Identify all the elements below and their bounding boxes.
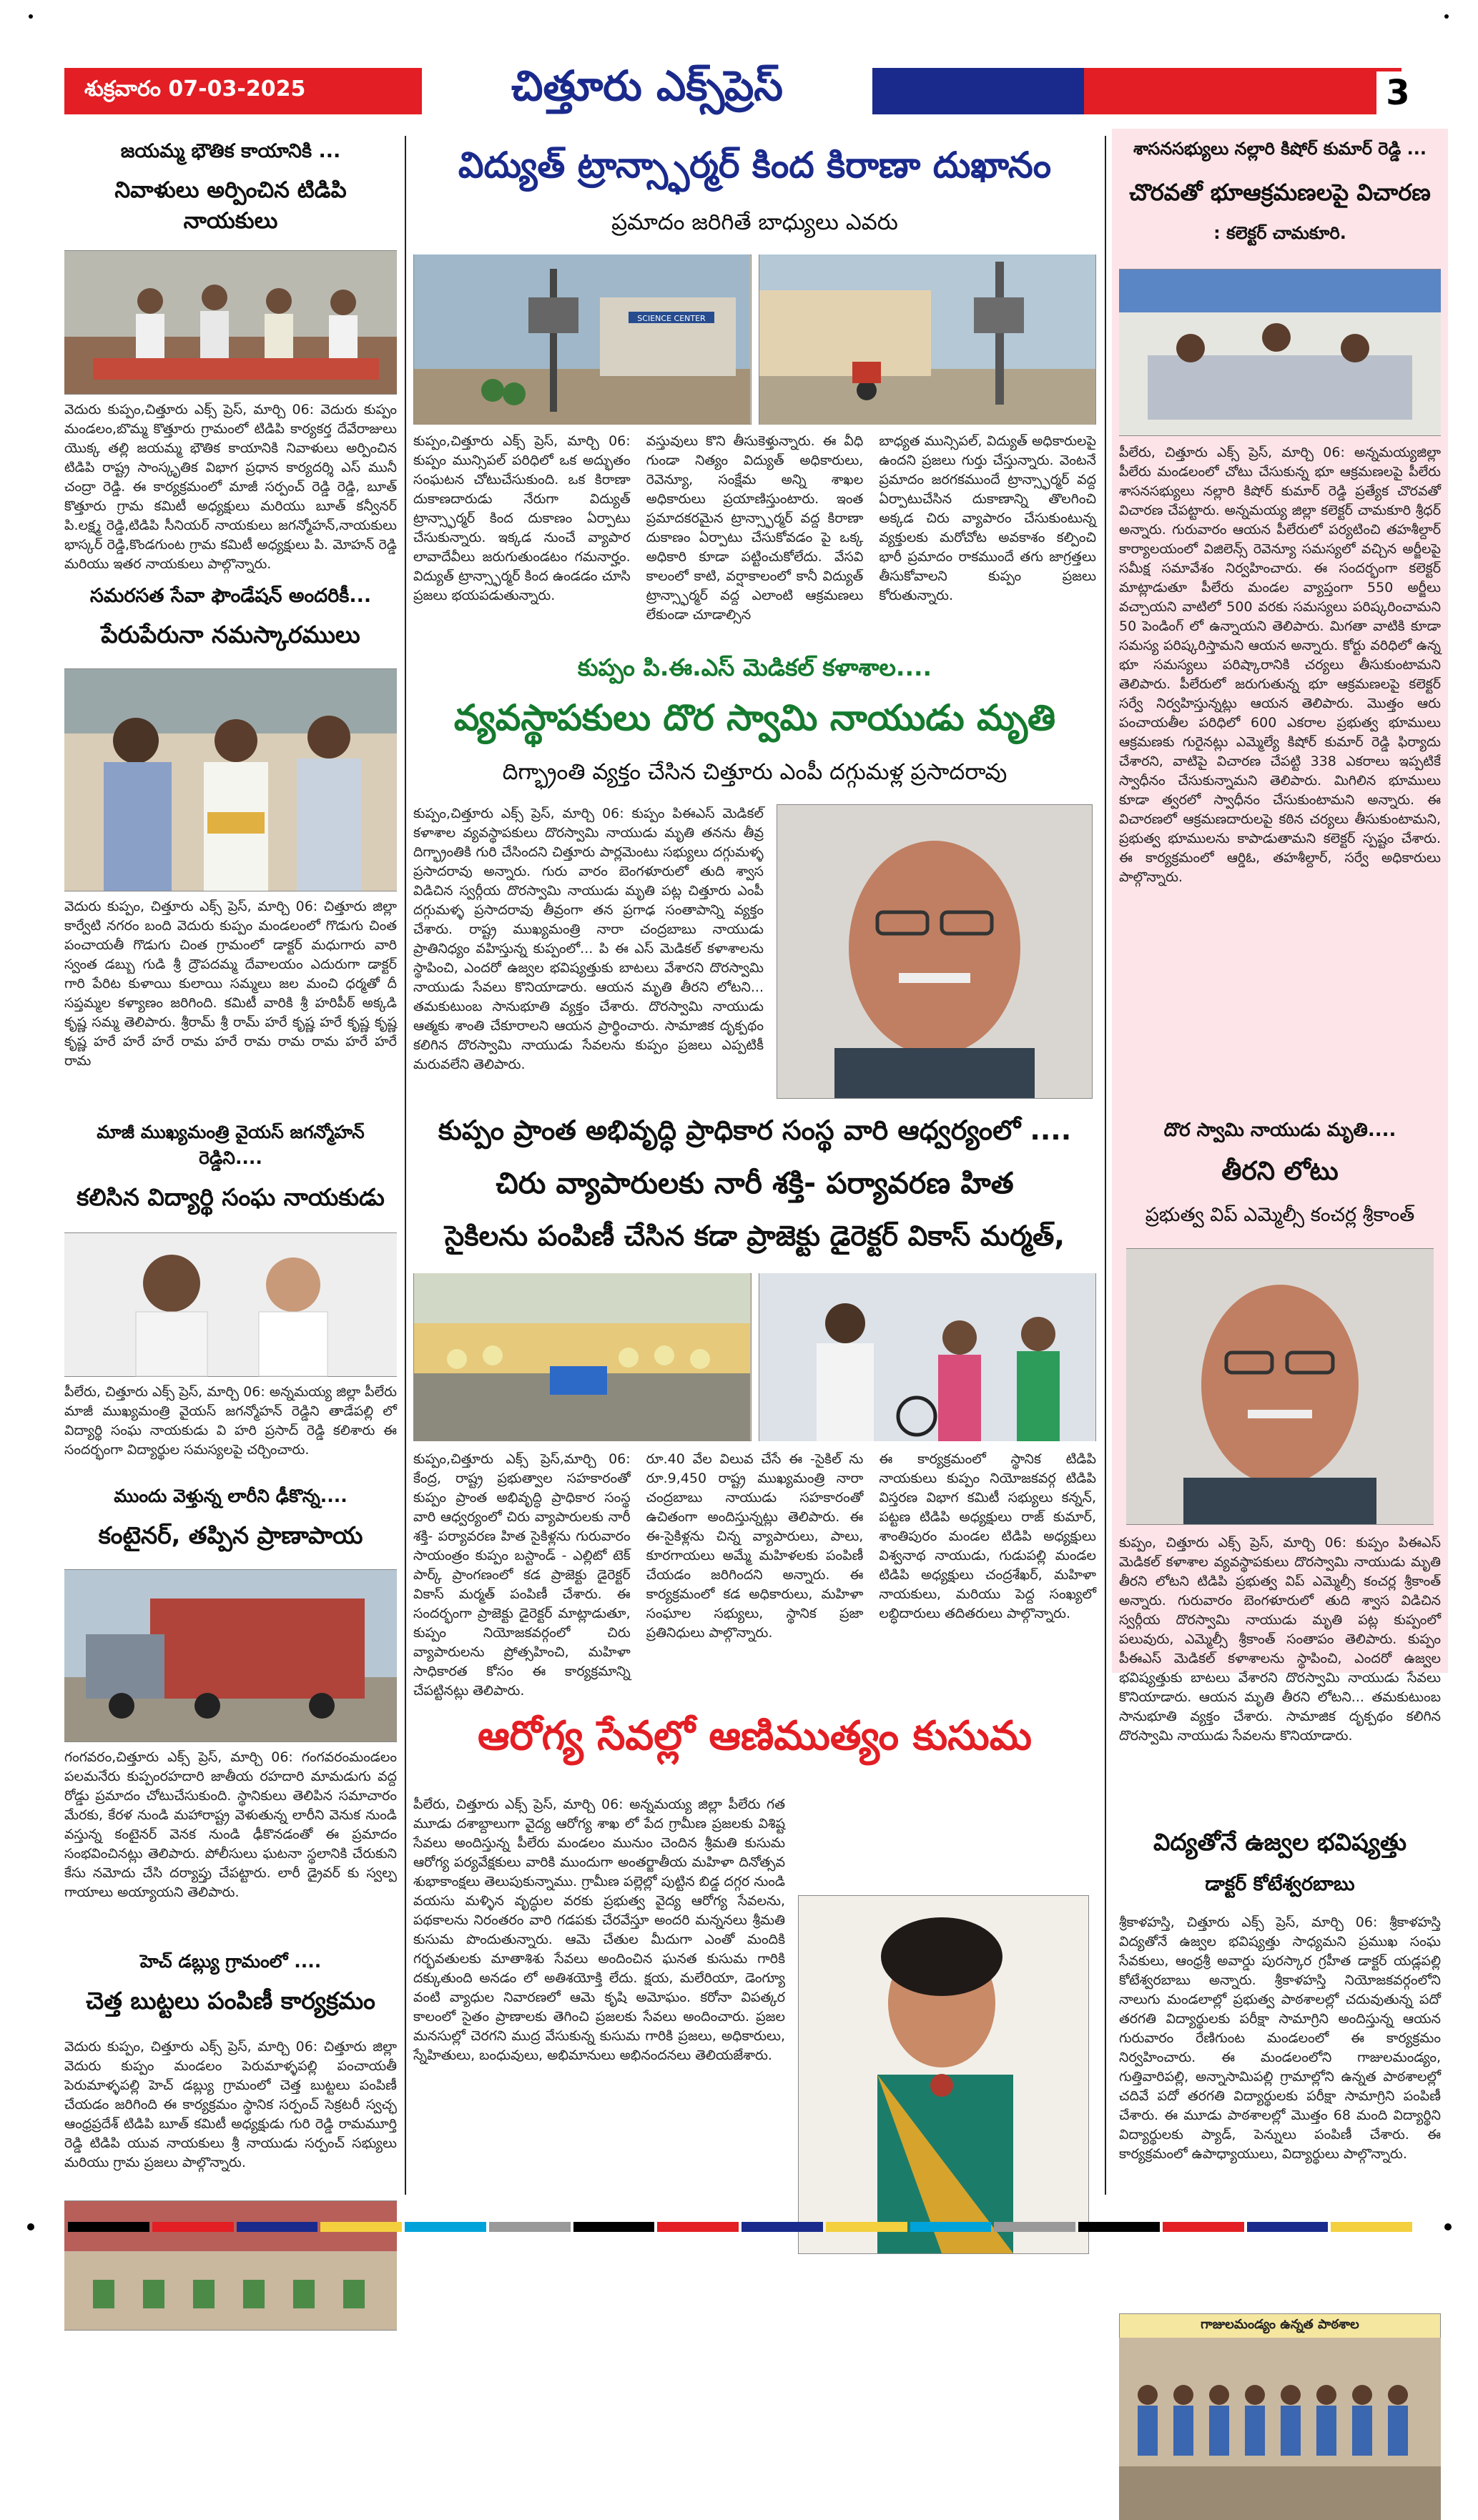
story-body: పీలేరు, చిత్తూరు ఎక్స్ ప్రెస్, మార్చి 06: అన్నమయ్యజిల్లా పీలేరు మండలంలో చోటు చేసుకున్న భూ ఆక్రమణలపై పీలేరు శాసనసభ్యులు నల్లారి కిషోర్ కుమార్ రెడ్డి ప్రత్యేక చొరవతో విచారణ చేపట్టారు. అన్నమయ్య జిల్లా కలెక్టర్ చామకూరి శ్రీధర్ అన్నారు. గురువారం ఆయన పీలేరులో పర్యటించి తహశీల్దార్ కార్యాలయంలో విజిలెన్స్ రెవెన్యూ సమస్యలో వచ్చిన అర్జీలపై సమీక్ష సమావేశం నిర్వహించారు. ఈ సందర్భంగా కలెక్టర్ మాట్లాడుతూ పీలేరు మండల వ్యాప్తంగా 550 అర్జీలు వచ్చాయని వాటిలో 500 వరకు సమస్యలు పరిష్కరించామని 50 పెండింగ్ లో ఉన్నాయని తెలిపారు. మిగతా వాటికి కూడా సమస్య పరిష్కరిస్తామని ఆయన అన్నారు. కోర్టు వరిధిలో ఉన్న భూ సమస్యలు పరిష్కారానికి చర్యలు తీసుకుంటామని తెలిపారు. పీలేరులో జరుగుతున్న భూ ఆక్రమణలపై కలెక్టర్ సర్వే నిర్వహిస్తున్నట్లు ఆయన తెలిపారు. మొత్తం ఆరు పంచాయతీల పరిధిలో 600 ఎకరాల ప్రభుత్వ భూములు ఆక్రమణకు గురైనట్లు ఎమ్మెల్యే కిషోర్ కుమార్ రెడ్డి ఫిర్యాదు చేశారని, వాటిపై విచారణ చేపట్టి 338 ఎకరాలు ఇప్పటికే స్వాధీనం చేసుకున్నామని తెలిపారు. మిగిలిన భూములు కూడా త్వరలో స్వాధీనం చేసుకుంటామని అన్నారు. ఈ విచారణలో ఆక్రమణదారులపై కఠిన చర్యలు తీసుకుంటామని, ప్రభుత్వ భూములను కాపాడుతామని కలెక్టర్ స్పష్టం చేశారు. ఈ కార్యక్రమంలో ఆర్డిఓ, తహశీల్దార్, సర్వే అధికారులు పాల్గొన్నారు. <box>1119 445 1441 885</box>
footer-color-strip <box>68 2222 1412 2232</box>
story-column: బాధ్యత మున్సిపల్, విద్యుత్ అధికారులపై ఉందని ప్రజలు గుర్తు చేస్తున్నారు. వెంటనే ప్రమాదం జరగకముందే ట్రాన్స్ఫార్మర్ వద్ద ఏర్పాటుచేసిన దుకాణాన్ని తొలగించి అక్కడ చిరు వ్యాపారం చేసుకుంటున్న వ్యక్తులకు మరోచోట అవకాశం కల్పించి భారీ ప్రమాదం రాకముందే తగు జాగ్రత్తలు తీసుకోవాలని కుప్పం ప్రజలు కోరుతున్నారు. <box>879 433 1097 603</box>
story-subtitle: ప్రభుత్వ విప్ ఎమ్మెల్సీ కంచర్ల శ్రీకాంత్ <box>1145 1204 1415 1226</box>
tribute-photo-illustration <box>64 251 397 394</box>
story-title: విద్యుత్ ట్రాన్స్ఫార్మర్ కింద కిరాణా దుఖానం <box>458 144 1052 186</box>
story-body: వెదురు కుప్పం, చిత్తూరు ఎక్స్ ప్రెస్, మార్చి 06: చిత్తూరు జిల్లా కార్వేటి నగరం బంది వెదురు కుప్పం మండలంలో గొడుగు చింత పంచాయతీ గొడుగు చింత గ్రామంలో డాక్టర్ మధుగారు వారి స్వంత డబ్బు గుడి శ్రీ ద్రౌపదమ్మ దేవాలయం ఎదురుగా డాక్టర్ గారి పేరిట కుళాయి కులాయి సమ్మలు జల మంచి ధర్మతో దీ సప్తమ్మల కళ్యాణం జరిగింది. కమిటీ వారికి శ్రీ హరిపీఠ్ అక్కడి కృష్ణ సమ్మ తెలిపారు. శ్రీరామ్ శ్రీ రామ్ హరే కృష్ణ హరే కృష్ణ కృష్ణ కృష్ణ హరే హరే హరే రామ హరే రామ రామ రామ హరే హరే రామ <box>64 899 397 1069</box>
story-body: పీలేరు, చిత్తూరు ఎక్స్ ప్రెస్, మార్చి 06: అన్నమయ్య జిల్లా పీలేరు గత మూడు దశాబ్దాలుగా వైద్య ఆరోగ్య శాఖ లో పేద గ్రామీణ ప్రజలకు విశిష్ట సేవలు అందిస్తున్న పీలేరు మండలం మునుం చెందిన శ్రీమతి కుసుమ ఆరోగ్య పర్యవేక్షకులు వారికి ముందుగా అంతర్జాతీయ మహిళా దినోత్సవ శుభాకాంక్షలు తెలుపుకున్నాము. గ్రామీణ పల్లెల్లో పుట్టిన బిడ్డ దగ్గర నుండి వయసు మళ్ళిన వృద్ధుల వరకు ప్రభుత్వ వైద్య ఆరోగ్య సేవలను, పథకాలను నిరంతరం వారి గడపకు చేరవేస్తూ అందరి మన్ననలు శ్రీమతి కుసుమ పొందుతున్నారు. ఆమె చేతుల మీదుగా ఎంతో మందికి గర్భవతులకు మాతాశిశు సేవలు అందించిన ఘనత కుసుమ గారికి దక్కుతుంది అనడం లో అతిశయోక్తి లేదు. క్షయ, మలేరియా, డెంగ్యూ వంటి వ్యాధుల నివారణలో ఆమె కృషి అమోఘం. కరోనా విపత్కర కాలంలో సైతం ప్రాణాలకు తెగించి ప్రజలకు సేవలు అందించారు. ప్రజల మనసుల్లో చెరగని ముద్ర వేసుకున్న కుసుమ గారికి ప్రజలు, అధికారులు, స్నేహితులు, బంధువులు, అభిమానులు అభినందనలు తెలియజేశారు. <box>413 1797 785 2063</box>
story-title: ఆరోగ్య సేవల్లో ఆణిముత్యం కుసుమ <box>477 1713 1033 1759</box>
student-leader-photo <box>64 1232 397 1377</box>
story-kicker: జయమ్మ భౌతిక కాయానికి ... <box>120 140 341 162</box>
transformer-photo-1 <box>413 255 752 425</box>
story-body: శ్రీకాళహస్తి, చిత్తూరు ఎక్స్ ప్రెస్, మార్చి 06: శ్రీకాళహస్తి విద్యతోనే ఉజ్వల భవిష్యత్తు సాధ్యమని ప్రముఖ సంఘ సేవకులు, ఆంధ్రశ్రీ అవార్డు పురస్కార గ్రహీత డాక్టర్ యడ్లపల్లి కోటేశ్వరబాబు అన్నారు. శ్రీకాళహస్తి నియోజకవర్గంలోని నాలుగు మండలాల్లో ప్రభుత్వ పాఠశాలల్లో చదువుతున్న పదో తరగతి విద్యార్థులకు పరీక్షా సామాగ్రిని అందిస్తున్న ఆయన గురువారం రేణిగుంట మండలంలో ఈ కార్యక్రమం నిర్వహించారు. ఈ మండలంలోని గాజులమండ్యం, గుత్తివారిపల్లి, అన్నాసామిపల్లి గ్రామాల్లోని ఉన్నత పాఠశాలల్లో చదివే పదో తరగతి విద్యార్థులకు పరీక్షా సామాగ్రిని పంపిణీ చేశారు. ఈ మూడు పాఠశాలల్లో మొత్తం 68 మంది విద్యార్థిని విద్యార్థులకు ప్యాడ్, పెన్నులు పంపిణీ చేశారు. ఈ కార్యక్రమంలో ఉపాధ్యాయులు, విద్యార్థులు పాల్గొన్నారు. <box>1119 1914 1441 2162</box>
doraswamy-portrait <box>777 804 1093 1099</box>
story-body: కుప్పం, చిత్తూరు ఎక్స్ ప్రెస్, మార్చి 06: కుప్పం పిఈఎస్ మెడికల్ కళాశాల వ్యవస్థాపకులు దొరస్వామి నాయుడు మృతి తీరని లోటని టిడిపి ప్రభుత్వ విప్ ఎమ్మెల్సీ కంచర్ల శ్రీకాంత్ అన్నారు. గురువారం బెంగళూరులో తుది శ్వాస విడిచిన స్వర్గీయ దొరస్వామి నాయుడు మృతి పట్ల కుప్పంలో పలువురు, ఎమ్మెల్సీ శ్రీకాంత్ సంతాపం తెలిపారు. కుప్పం పీఈఎస్ మెడికల్ కళాశాలను స్థాపించి, ఎందరో ఉజ్వల భవిష్యత్తుకు బాటలు వేశారని దొరస్వామి నాయుడు సేవలు కొనియాడారు. ఆయన మృతి తీరని లోటని... తమకుటుంబ సానుభూతి వ్యక్తం చేశారు. సామాజిక దృక్పథం కలిగిన దొరస్వామి నాయుడు సేవలను కొనియాడారు. <box>1119 1535 1441 1744</box>
story-subtitle: డాక్టర్ కోటేశ్వరబాబు <box>1205 1873 1355 1895</box>
accident-photo <box>64 1569 397 1742</box>
kusuma-portrait-illustration <box>799 1896 1088 2253</box>
doraswamy-portrait-small <box>1126 1248 1434 1525</box>
cycle-event-photo-2-illustration <box>759 1273 1095 1441</box>
cycle-story-columns <box>413 1450 1097 1699</box>
transformer-photo-2 <box>759 255 1097 425</box>
registration-mark-bottom-right <box>1444 2223 1452 2230</box>
transformer-photo-2-illustration <box>759 255 1095 425</box>
kusuma-story <box>413 1795 1096 2256</box>
story-body: పీలేరు, చిత్తూరు ఎక్స్ ప్రెస్, మార్చి 06: అన్నమయ్య జిల్లా పీలేరు మాజీ ముఖ్యమంత్రి వైయస్ జగన్మోహన్ రెడ్డిని తాడేపల్లి లో విద్యార్థి సంఘ నాయకుడు వి హరి ప్రసాద్ రెడ్డి కలిశారు ఈ సందర్భంగా విద్యార్థుల సమస్యలపై చర్చించారు. <box>64 1384 397 1458</box>
masthead-title: చిత్తూరు ఎక్స్‌ప్రెస్ <box>511 61 783 110</box>
story-column: కుప్పం,చిత్తూరు ఎక్స్ ప్రెస్, మార్చి 06: కుప్పం మున్సిపల్ పరిధిలో ఒక అద్భుతం సంఘటన చోటుచేసుకుంది. ఒక కిరాణా దుకాణదారుడు నేరుగా విద్యుత్ ట్రాన్స్ఫార్మర్ కింద దుకాణం ఏర్పాటు చేసుకున్నారు. ఇక్కడ నుంచే వ్యాపార లావాదేవీలు జరుగుతుండటం గమనార్హం. విద్యుత్ ట్రాన్స్ఫార్మర్ కింద ఉండడం చూసి ప్రజలు భయపడుతున్నారు. <box>413 433 631 603</box>
registration-mark-bottom-left <box>27 2223 34 2230</box>
header-right-bar <box>872 68 1401 114</box>
story-body: వెదురు కుప్పం,చిత్తూరు ఎక్స్ ప్రెస్, మార్చి 06: వెదురు కుప్పం మండలం,బొమ్మ కొత్తూరు గ్రామంలో టిడిపి కార్యకర్త దేవేరాజులు యొక్క తల్లి జయమ్మ భౌతిక కాయానికి నివాళులు అర్పించిన టిడిపి రాష్ట్ర సాంస్కృతిక విభాగ ప్రధాన కార్యదర్శి ఎస్ మునీ చంద్రా రెడ్డి. ఈ కార్యక్రమంలో మాజీ సర్పంచ్ రెడ్డి రెడ్డి, బూత్ కొత్తూరు గ్రామ కమిటీ అధ్యక్షులు మరియు బూత్ కన్వీనర్ పి.లక్ష్మ రెడ్డి,టిడిపి సీనియర్ నాయకులు జగన్మోహన్,నాయకులు భాస్కర్ రెడ్డి,కొండగుంట గ్రామ కమిటీ అధ్యక్షులు పి. మోహన్ రెడ్డి మరియు ఇతర నాయకులు పాల్గొన్నారు. <box>64 402 397 572</box>
school-students-illustration <box>1119 2338 1441 2520</box>
masthead <box>422 57 872 125</box>
school-students-photo <box>1119 2313 1441 2519</box>
doraswamy-story <box>413 804 1096 1099</box>
school-banner: గాజులమండ్యం ఉన్నత పాఠశాల <box>1120 2314 1440 2338</box>
doraswamy-portrait-illustration <box>777 805 1092 1098</box>
story-kicker: మాజీ ముఖ్యమంత్రి వైయస్ జగన్మోహన్ రెడ్డిని.... <box>97 1122 365 1168</box>
dustbin-distribution-photo <box>64 2200 397 2331</box>
header-left-bar <box>64 68 422 114</box>
story-title: విద్యతోనే ఉజ్వల భవిష్యత్తు <box>1153 1828 1407 1856</box>
story-subtitle: ప్రమాదం జరిగితే బాధ్యులు ఎవరు <box>611 209 898 235</box>
story-column: ఈ కార్యక్రమంలో స్థానిక టిడిపి నాయకులు కుప్పం నియోజకవర్గ టిడిపి విస్తరణ విభాగ కమిటీ సభ్యులు కన్నన్, పట్టణ టిడిపి అధ్యక్షులు రాజ్ కుమార్, శాంతిపురం మండల టిడిపి అధ్యక్షులు విశ్వనాథ నాయుడు, గుడుపల్లి మండల టిడిపి అధ్యక్షులు చంద్రశేఖర్, మహిళా నాయకులు, మరియు పెద్ద సంఖ్యలో లబ్ధిదారులు తదితరులు పాల్గొన్నారు. <box>879 1451 1097 1621</box>
story-title: చొరవతో భూఆక్రమణలపై విచారణ <box>1129 179 1431 206</box>
samarasata-photo-illustration <box>64 669 397 891</box>
accident-photo-illustration <box>64 1570 397 1741</box>
cycle-event-photo-1-illustration <box>414 1273 750 1441</box>
dustbin-photo-illustration <box>64 2201 397 2330</box>
tribute-photo <box>64 250 397 395</box>
story-column: కుప్పం,చిత్తూరు ఎక్స్ ప్రెస్,మార్చి 06: కేంద్ర, రాష్ట్ర ప్రభుత్వాల సహకారంతో కుప్పం ప్రాంత అభివృద్ధి ప్రాధికార సంస్థ వారి ఆధ్వర్యంలో చిరు వ్యాపారులకు నారీ శక్తి- పర్యావరణ హిత సైకిళ్లను గురువారం సాయంత్రం కుప్పం బస్టాండ్ - ఎల్లిటో టెక్ పార్క్ ప్రాంగణంలో కడ ప్రాజెక్టు డైరెక్టర్ వికాస్ మర్మత్ పంపిణీ చేశారు. ఈ సందర్భంగా ప్రాజెక్టు డైరెక్టర్ మాట్లాడుతూ, కుప్పం నియోజకవర్గంలో చిరు వ్యాపారులను ప్రోత్సహించి, మహిళా సాధికారత కోసం ఈ కార్యక్రమాన్ని చేపట్టినట్లు తెలిపారు. <box>413 1451 631 1699</box>
column-rule-2 <box>1105 136 1106 2195</box>
cycle-distribution-photos <box>413 1273 1096 1441</box>
story-kicker: హెచ్ డబ్ల్యు గ్రామంలో .... <box>139 1951 322 1972</box>
story-kicker: సమరసత సేవా ఫౌండేషన్ అందరికీ... <box>89 585 372 607</box>
story-body: గంగవరం,చిత్తూరు ఎక్స్ ప్రెస్, మార్చి 06: గంగవరంమండలం పలమనేరు కుప్పంరహదారి జాతీయ రహదారి మామడుగు వద్ద రోడ్డు ప్రమాదం చోటుచేసుకుంది. స్థానికులు తెలిపిన సమాచారం మేరకు, కేరళ నుండి మహారాష్ట్ర వెళుతున్న లారీని వెనుక నుండి వస్తున్న కంటైనర్ వెనక నుండి ఢీకొనడంతో ఈ ప్రమాదం సంభవించినట్లు తెలిపారు. పోలీసులు ఘటనా స్థలానికి చేరుకుని కేసు నమోదు చేసి దర్యాప్తు చేపట్టారు. లారీ డ్రైవర్ కు స్వల్ప గాయాలు అయ్యాయని తెలిపారు. <box>64 1749 397 1900</box>
story-title: పేరుపేరునా నమస్కారములు <box>101 621 360 648</box>
story-kicker: ముందు వెళ్తున్న లారీని ఢీకొన్న.... <box>114 1486 348 1506</box>
student-leader-photo-illustration <box>64 1233 397 1376</box>
left-column <box>64 136 397 2331</box>
page-number: 3 <box>1376 71 1419 114</box>
collector-meeting-photo-illustration <box>1119 270 1441 435</box>
transformer-story-columns <box>413 432 1096 626</box>
story-headline-line: సైకిలను పంపిణీ చేసిన కడా ప్రాజెక్టు డైరెక్టర్ వికాస్ మర్మత్, <box>444 1220 1065 1252</box>
kusuma-portrait <box>798 1895 1089 2254</box>
registration-mark-top-left <box>29 14 33 19</box>
header-date: శుక్రవారం 07-03-2025 <box>84 76 306 102</box>
story-title: వ్యవస్థాపకులు దొర స్వామి నాయుడు మృతి <box>453 697 1056 738</box>
transformer-photos <box>413 255 1096 425</box>
story-headline-line: చిరు వ్యాపారులకు నారీ శక్తి- పర్యావరణ హిత <box>496 1166 1014 1200</box>
story-body: కుప్పం,చిత్తూరు ఎక్స్ ప్రెస్, మార్చి 06: కుప్పం పిఈఎస్ మెడికల్ కళాశాల వ్యవస్థాపకులు దొరస్వామి నాయుడు మృతి తనను తీవ్ర దిగ్భ్రాంతికి గురి చేసిందని చిత్తూరు పార్లమెంటు సభ్యులు దగ్గుమళ్ళ ప్రసాదరావు అన్నారు. గురు వారం బెంగళూరులో తుది శ్వాస విడిచిన స్వర్గీయ దొరస్వామి నాయుడు మృతి పట్ల చిత్తూరు ఎంపీ దగ్గుమళ్ళ ప్రసాదరావు తీవ్రంగా తన ప్రగాఢ సంతాపాన్ని వ్యక్తం చేశారు. రాష్ట్ర ముఖ్యమంత్రి నారా చంద్రబాబు నాయుడు ప్రాతినిధ్యం వహిస్తున్న కుప్పంలో... పి ఈ ఎస్ మెడికల్ కళాశాలను స్థాపించి, ఎందరో ఉజ్వల భవిష్యత్తుకు బాటలు వేశారని దొరస్వామి నాయుడు సేవలు కొనియాడారు. ఆయన మృతి తీరని లోటని... తమకుటుంబ సానుభూతి వ్యక్తం చేశారు. దొరస్వామి నాయుడు ఆత్మకు శాంతి చేకూరాలని ఆయన ప్రార్థించారు. సామాజిక దృక్పథం కలిగిన దొరస్వామి నాయుడు సేవలను కుప్పం ప్రజలు ఎప్పటికీ మరువలేని తెలిపారు. <box>413 806 764 1072</box>
story-kicker: కుప్పం పి.ఈ.ఎస్ మెడికల్ కళాశాల.... <box>577 653 932 681</box>
cycle-event-photo-1 <box>413 1273 752 1441</box>
story-kicker: దొర స్వామి నాయుడు మృతి.... <box>1163 1120 1396 1141</box>
story-subtitle: దిగ్భ్రాంతి వ్యక్తం చేసిన చిత్తూరు ఎంపీ దగ్గుమళ్ల ప్రసాదరావు <box>502 759 1007 785</box>
registration-mark-top-right <box>1444 14 1449 19</box>
collector-meeting-photo <box>1119 269 1441 436</box>
right-column <box>1119 136 1441 2519</box>
story-title: తీరని లోటు <box>1221 1157 1339 1186</box>
story-title: కలిసిన విద్యార్థి సంఘ నాయకుడు <box>77 1183 385 1211</box>
story-title: కంటైనర్, తప్పిన ప్రాణాపాయ <box>98 1521 363 1549</box>
story-title: నివాళులు అర్పించిన టిడిపి నాయకులు <box>114 177 347 234</box>
samarasata-photo <box>64 668 397 891</box>
transformer-photo-1-illustration <box>414 255 750 425</box>
story-title: చెత్త బుట్టలు పంపిణీ కార్యక్రమం <box>86 1987 375 2015</box>
center-column <box>413 136 1096 2256</box>
science-center-sign: SCIENCE CENTER <box>637 314 706 323</box>
story-headline-line: కుప్పం ప్రాంత అభివృద్ధి ప్రాధికార సంస్థ వారి ఆధ్వర్యంలో .... <box>438 1115 1072 1146</box>
story-column: రూ.40 వేల విలువ చేసే ఈ -సైకిల్ ను రూ.9,450 రాష్ట్ర ముఖ్యమంత్రి నారా చంద్రబాబు నాయుడు సహకారంతో ఉచితంగా అందిస్తున్నట్లు తెలిపారు. ఈ ఈ-సైకిళ్లను చిన్న వ్యాపారులు, పాలు, కూరగాయలు అమ్మే మహిళలకు పంపిణీ చేయడం జరిగిందని అన్నారు. ఈ కార్యక్రమంలో కడ అధికారులు, మహిళా సంఘాల సభ్యులు, స్థానిక ప్రజా ప్రతినిధులు పాల్గొన్నారు. <box>646 1451 864 1641</box>
story-body: వెదురు కుప్పం, చిత్తూరు ఎక్స్ ప్రెస్, మార్చి 06: చిత్తూరు జిల్లా వెదురు కుప్పం మండలం పెరుమాళ్ళపల్లి పంచాయతీ పెరుమాళ్ళపల్లి హెచ్ డబ్ల్యు గ్రామంలో చెత్త బుట్టలు పంపిణీ చేయడం జరిగింది ఈ కార్యక్రమం స్థానిక సర్పంచ్ సెక్రటరీ స్వచ్ఛ ఆంధ్రప్రదేశ్ టిడిపి బూత్ కమిటీ అధ్యక్షుడు గురి రెడ్డి రామమూర్తి రెడ్డి టిడిపి యువ నాయకులు శ్రీ నాయుడు సర్పంచ్ సభ్యులు మరియు గ్రామ ప్రజలు పాల్గొన్నారు. <box>64 2039 397 2170</box>
story-kicker: శాసనసభ్యులు నల్లారి కిషోర్ కుమార్ రెడ్డి ... <box>1133 139 1427 159</box>
story-subtitle: : కలెక్టర్ చామకూరి. <box>1213 223 1346 243</box>
column-rule-1 <box>405 136 406 2195</box>
cycle-event-photo-2 <box>759 1273 1097 1441</box>
story-column: వస్తువులు కొని తీసుకెళ్తున్నారు. ఈ వీధి గుండా నిత్యం విద్యుత్ అధికారులు, రెవెన్యూ, సంక్షేమ అన్ని శాఖల అధికారులు ప్రయాణిస్తుంటారు. ఇంత ప్రమాదకరమైన ట్రాన్స్ఫార్మర్ వద్ద కిరాణా దుకాణం ఏర్పాటు చేసుకోవడం పై ఒక్క అధికారి కూడా పట్టించుకోలేదు. వేసవి కాలంలో కాటి, వర్షాకాలంలో కానీ విద్యుత్ ట్రాన్స్ఫార్మర్ వద్ద ఎలాంటి ఆక్రమణలు లేకుండా చూడాల్సిన <box>646 433 864 623</box>
doraswamy-portrait-small-illustration <box>1126 1249 1434 1524</box>
